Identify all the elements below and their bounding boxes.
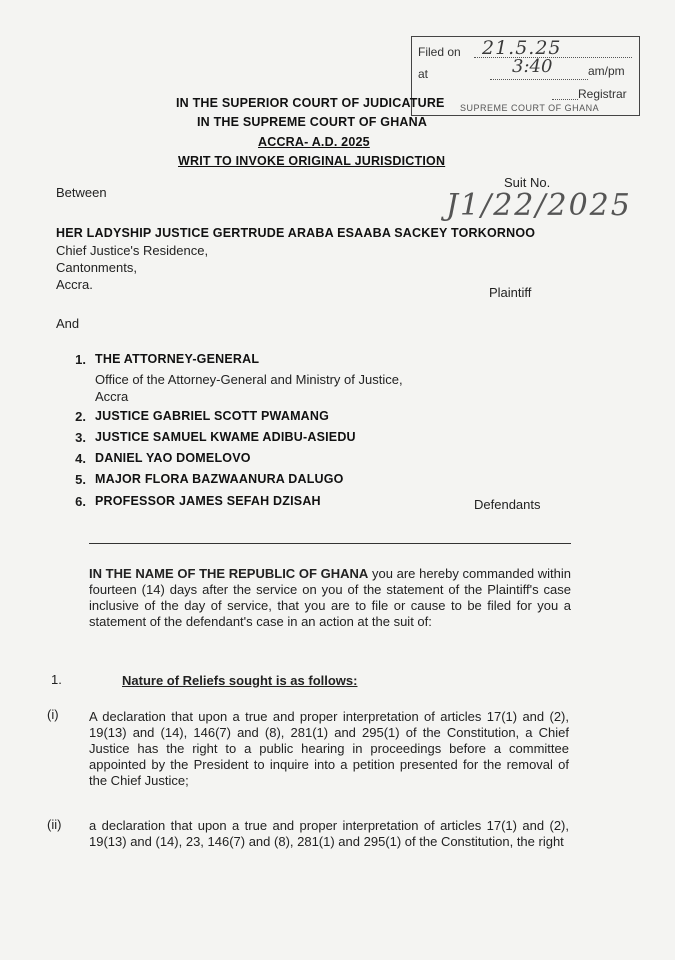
court-stamp-text: SUPREME COURT OF GHANA [460, 103, 600, 113]
defendant-3-number: 3. [75, 430, 86, 445]
registrar-label: Registrar [578, 87, 627, 101]
defendant-3-name: JUSTICE SAMUEL KWAME ADIBU-ASIEDU [95, 430, 356, 444]
defendant-5-number: 5. [75, 472, 86, 487]
header-line-3: ACCRA- A.D. 2025 [258, 135, 370, 149]
command-text: you are hereby commanded within fourteen (14) days after the service on you of the statement of the Plaintiff's case inclusive of the day of service, that you are to file or cause to be filed for you a statement of the defendant's case in an action at the suit of: [89, 566, 571, 629]
relief-heading: Nature of Reliefs sought is as follows: [122, 673, 358, 688]
at-label: at [418, 67, 429, 81]
defendant-1-office: Office of the Attorney-General and Ministry of Justice, [95, 372, 403, 387]
filed-on-label: Filed on [418, 45, 461, 59]
divider-line [89, 543, 571, 544]
plaintiff-address-1: Chief Justice's Residence, [56, 243, 209, 258]
plaintiff-name: HER LADYSHIP JUSTICE GERTRUDE ARABA ESAABA SACKEY TORKORNOO [56, 226, 536, 240]
suit-number-handwritten: J1/22/2025 [446, 188, 632, 223]
header-line-4: WRIT TO INVOKE ORIGINAL JURISDICTION [178, 154, 446, 168]
defendant-2-name: JUSTICE GABRIEL SCOTT PWAMANG [95, 409, 330, 423]
defendant-4-name: DANIEL YAO DOMELOVO [95, 451, 251, 465]
defendant-2-number: 2. [75, 409, 86, 424]
plaintiff-role: Plaintiff [489, 285, 532, 300]
at-dots [490, 79, 588, 80]
defendant-1-name: THE ATTORNEY-GENERAL [95, 352, 260, 366]
header-line-2: IN THE SUPREME COURT OF GHANA [197, 115, 428, 129]
defendant-6-name: PROFESSOR JAMES SEFAH DZISAH [95, 494, 321, 508]
relief-2-text: a declaration that upon a true and proper interpretation of articles 17(1) and (2), 19(13) and (14), 23, 146(7) and (8), 281(1) and 295(1) of the Constitution, the right [89, 818, 569, 849]
command-paragraph [89, 566, 571, 630]
relief-1-number: (i) [47, 707, 59, 722]
plaintiff-address-3: Accra. [56, 277, 93, 292]
filed-time-handwritten: 3:40 [512, 56, 553, 77]
defendant-5-name: MAJOR FLORA BAZWAANURA DALUGO [95, 472, 344, 486]
plaintiff-address-2: Cantonments, [56, 260, 137, 275]
relief-2-number: (ii) [47, 817, 62, 832]
registrar-dots [552, 99, 578, 100]
defendant-4-number: 4. [75, 451, 86, 466]
relief-1-text: A declaration that upon a true and proper interpretation of articles 17(1) and (2), 19(13) and (14), 146(7) and (8), 281(1) and 295(1) of the Constitution, a Chief Justice has the right to a public hearing in proceedings before a committee appointed by the President to inquire into a petition presented for the removal of the Chief Justice; [89, 709, 569, 788]
defendants-role: Defendants [474, 497, 541, 512]
filing-stamp [411, 36, 640, 116]
filed-date-handwritten: 21.5.25 [482, 37, 562, 59]
defendant-1-city: Accra [95, 389, 129, 404]
header-line-1: IN THE SUPERIOR COURT OF JUDICATURE [176, 96, 445, 110]
and-label: And [56, 316, 80, 331]
relief-section-number: 1. [51, 672, 62, 687]
command-bold-text: IN THE NAME OF THE REPUBLIC OF GHANA [89, 566, 369, 581]
ampm-label: am/pm [588, 64, 625, 78]
defendant-6-number: 6. [75, 494, 86, 509]
between-label: Between [56, 185, 107, 200]
defendant-1-number: 1. [75, 352, 86, 367]
suit-no-label: Suit No. [504, 175, 551, 190]
